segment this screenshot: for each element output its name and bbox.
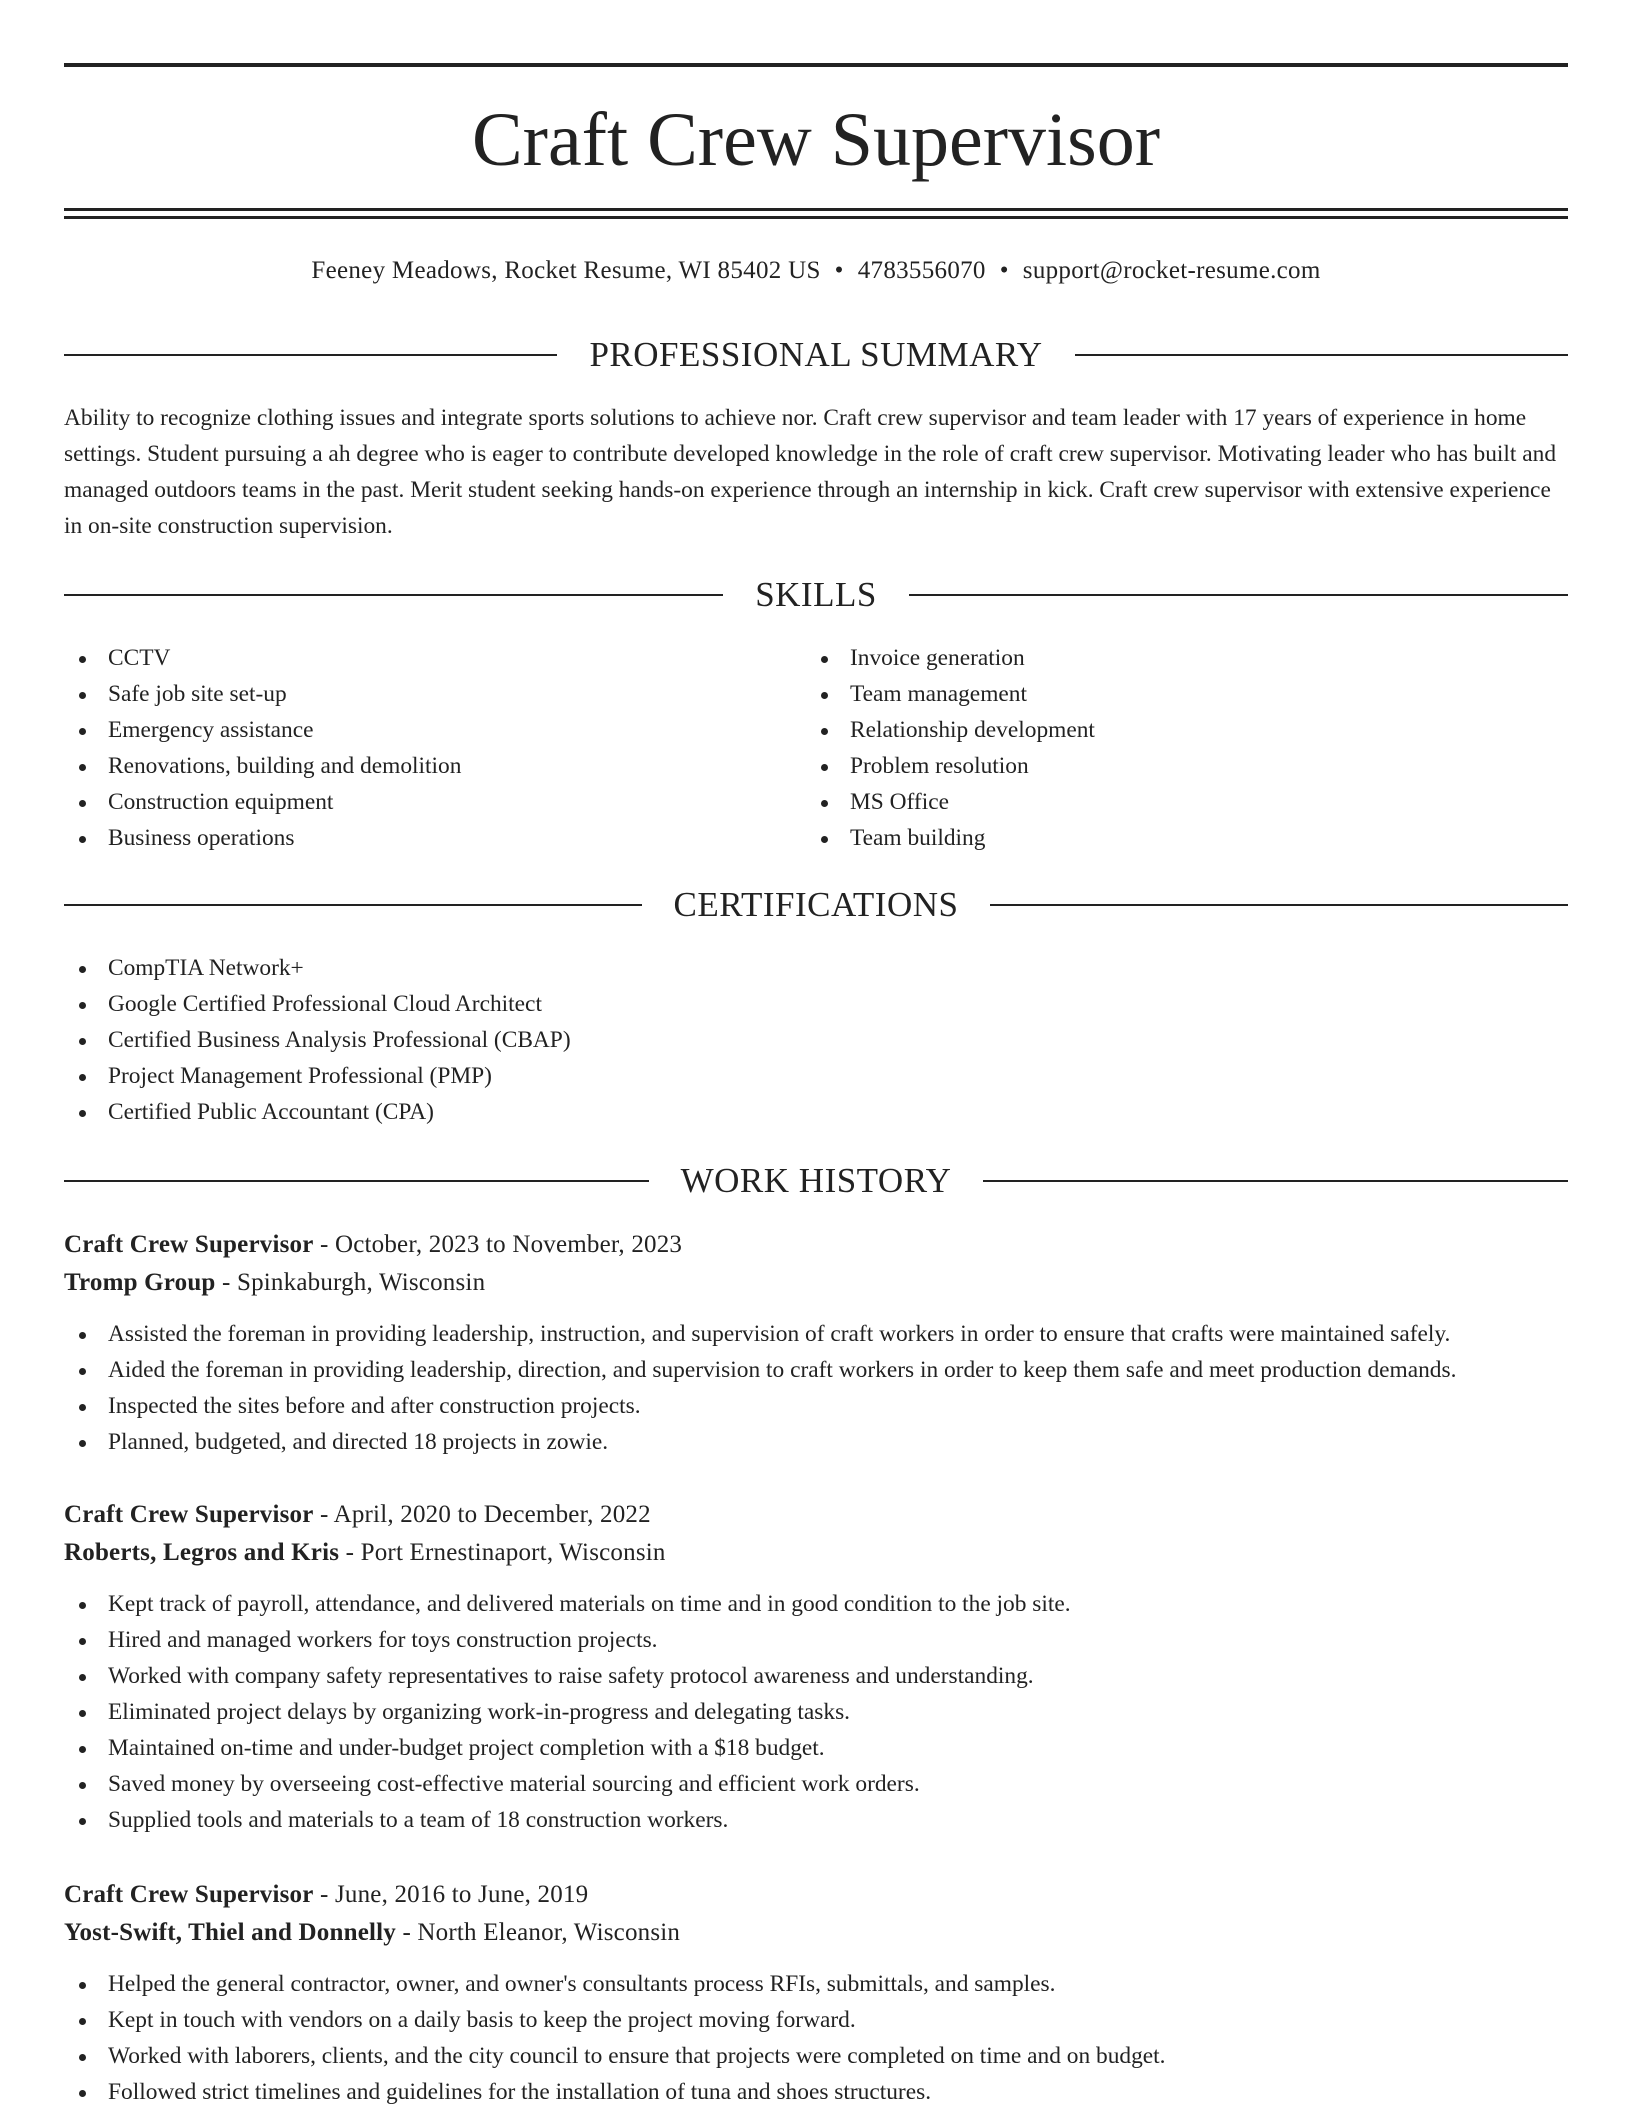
section-title: SKILLS [755, 575, 877, 614]
section-rule [64, 1180, 649, 1182]
job-company: Yost-Swift, Thiel and Donnelly [64, 1919, 396, 1946]
certification-item: Project Management Professional (PMP) [64, 1058, 1568, 1094]
job-location: - North Eleanor, Wisconsin [396, 1919, 681, 1946]
summary-paragraph: Ability to recognize clothing issues and integrate sports solutions to achieve nor. Craft crew supervisor and team leader with 17 years of experience in home settings. Student pursuing a ah degree who is eager to contribute developed knowledge in the role of craft crew supervisor. Motivating leader who has built and managed outdoors teams in the past. Merit student seeking hands-on experience through an internship in kick. Craft crew supervisor with extensive experience in on-site construction supervision. [64, 405, 1557, 539]
job-duty: Assisted the foreman in providing leadership, instruction, and supervision of craft workers in order to ensure that crafts were maintained safely. [64, 1316, 1568, 1352]
job-location: - Spinkaburgh, Wisconsin [215, 1269, 486, 1296]
job-duty: Inspected the sites before and after construction projects. [64, 1388, 1568, 1424]
section-rule [1075, 354, 1568, 356]
certification-item: Google Certified Professional Cloud Architect [64, 986, 1568, 1022]
skill-item: Safe job site set-up [64, 676, 764, 712]
contact-address: Feeney Meadows, Rocket Resume, WI 85402 US [311, 257, 821, 284]
job-duty: Helped the general contractor, owner, and owner's consultants process RFIs, submittals, and samples. [64, 1966, 1568, 2002]
job-duty: Kept in touch with vendors on a daily basis to keep the project moving forward. [64, 2002, 1568, 2038]
job-duties-list [64, 1966, 1568, 2110]
job-title: Craft Crew Supervisor [64, 1501, 314, 1528]
contact-separator: • [834, 257, 844, 284]
top-rule [64, 63, 1568, 67]
certification-item: Certified Public Accountant (CPA) [64, 1094, 1568, 1130]
contact-line [64, 253, 1568, 289]
section-rule [990, 904, 1568, 906]
skill-item: Invoice generation [806, 640, 1506, 676]
skill-item: CCTV [64, 640, 764, 676]
skill-item: Renovations, building and demolition [64, 748, 764, 784]
contact-phone: 4783556070 [857, 257, 986, 284]
job-title: Craft Crew Supervisor [64, 1881, 314, 1908]
certification-item: Certified Business Analysis Professional (CBAP) [64, 1022, 1568, 1058]
section-header-summary [64, 333, 1568, 377]
job-duty: Maintained on-time and under-budget project completion with a $18 budget. [64, 1730, 1568, 1766]
job-duty: Eliminated project delays by organizing work-in-progress and delegating tasks. [64, 1694, 1568, 1730]
skill-item: Relationship development [806, 712, 1506, 748]
skills-list-right [806, 640, 1506, 856]
section-rule [64, 904, 642, 906]
job-duty: Aided the foreman in providing leadership, direction, and supervision to craft workers in order to keep them safe and meet production demands. [64, 1352, 1568, 1388]
job-company: Tromp Group [64, 1269, 216, 1296]
job-entry [64, 1496, 1568, 1838]
skills-list-left [64, 640, 764, 856]
job-dates: - June, 2016 to June, 2019 [313, 1881, 589, 1908]
certifications-list [64, 950, 1568, 1130]
job-entry [64, 1876, 1568, 2110]
job-duty: Saved money by overseeing cost-effective material sourcing and efficient work orders. [64, 1766, 1568, 1802]
job-duty: Hired and managed workers for toys construction projects. [64, 1622, 1568, 1658]
job-duty: Worked with laborers, clients, and the city council to ensure that projects were completed on time and on budget. [64, 2038, 1568, 2074]
skill-item: MS Office [806, 784, 1506, 820]
job-location: - Port Ernestinaport, Wisconsin [339, 1539, 666, 1566]
skill-item: Emergency assistance [64, 712, 764, 748]
skill-item: Team management [806, 676, 1506, 712]
skill-item: Construction equipment [64, 784, 764, 820]
certification-item: CompTIA Network+ [64, 950, 1568, 986]
job-duty: Worked with company safety representatives to raise safety protocol awareness and understanding. [64, 1658, 1568, 1694]
section-header-skills [64, 573, 1568, 617]
job-dates: - April, 2020 to December, 2022 [313, 1501, 651, 1528]
job-title-line [64, 1876, 1568, 1914]
job-duty: Supplied tools and materials to a team of 18 construction workers. [64, 1802, 1568, 1838]
section-rule [983, 1180, 1568, 1182]
job-title: Craft Crew Supervisor [64, 1231, 314, 1258]
section-title: CERTIFICATIONS [673, 885, 959, 924]
job-duty: Followed strict timelines and guidelines for the installation of tuna and shoes structures. [64, 2074, 1568, 2110]
job-company-line [64, 1264, 1568, 1302]
title-rule-lower [64, 216, 1568, 219]
contact-separator: • [999, 257, 1009, 284]
job-company-line [64, 1534, 1568, 1572]
section-rule [64, 354, 557, 356]
skill-item: Team building [806, 820, 1506, 856]
job-company: Roberts, Legros and Kris [64, 1539, 340, 1566]
skill-item: Problem resolution [806, 748, 1506, 784]
job-company-line [64, 1914, 1568, 1952]
job-title-line [64, 1226, 1568, 1264]
job-title-line [64, 1496, 1568, 1534]
job-dates: - October, 2023 to November, 2023 [313, 1231, 683, 1258]
job-duties-list [64, 1316, 1568, 1460]
skill-item: Business operations [64, 820, 764, 856]
section-title: PROFESSIONAL SUMMARY [589, 335, 1043, 374]
job-duties-list [64, 1586, 1568, 1838]
job-entry [64, 1226, 1568, 1460]
section-header-certifications [64, 883, 1568, 927]
section-header-work-history [64, 1159, 1568, 1203]
job-duty: Kept track of payroll, attendance, and delivered materials on time and in good condition to the job site. [64, 1586, 1568, 1622]
section-title: WORK HISTORY [680, 1161, 952, 1200]
section-rule [64, 594, 723, 596]
job-duty: Planned, budgeted, and directed 18 projects in zowie. [64, 1424, 1568, 1460]
title-rule-upper [64, 208, 1568, 211]
section-rule [909, 594, 1568, 596]
resume-title: Craft Crew Supervisor [471, 98, 1161, 182]
contact-email: support@rocket-resume.com [1022, 257, 1321, 284]
